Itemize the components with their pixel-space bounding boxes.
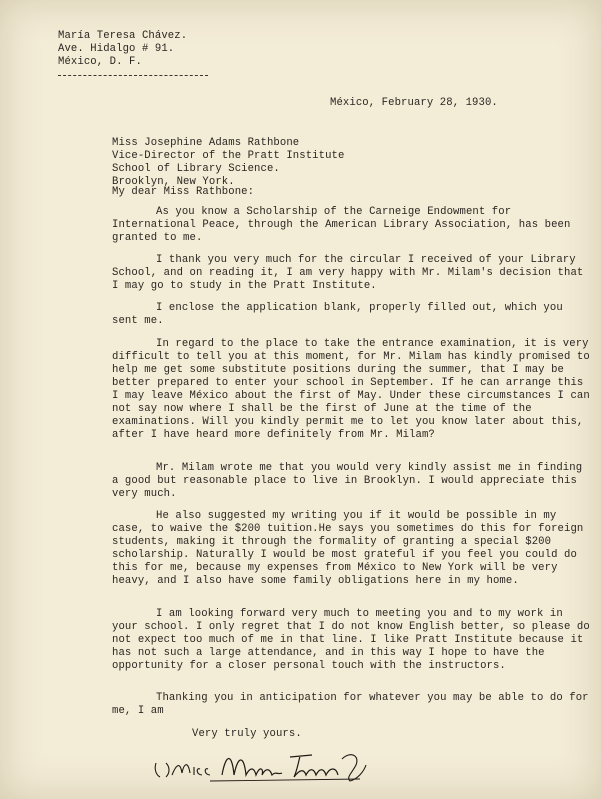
recipient-name: Miss Josephine Adams Rathbone [112,137,300,149]
sender-address [58,30,187,69]
sender-name: María Teresa Chávez. [58,30,188,42]
paragraph-tuition: He also suggested my writing you if it would be possible in my case, to waive the $200 tuition.He says you sometimes do this for foreign students, making it through the formality of granting a special $200 scholarship. Naturally I would be most grateful if you feel you could do this for me, because my expenses from México to New York will be very heavy, and I also have some family obligations here in my home. [112,510,584,587]
paragraph-looking-forward: I am looking forward very much to meeting you and to my work in your school. I only regret that I do not know English better, so please do not expect too much of me in that line. I like Pratt Institute because it has not such a large attendance, and in this way I hope to have the opportunity for a closer personal touch with the instructors. [112,608,590,672]
recipient-address [112,137,344,189]
closing: Very truly yours. [192,728,302,740]
paragraph-thanks: I thank you very much for the circular I received of your Library School, and on reading it, I am very happy with Mr. Milam's decision that I may go to study in the Pratt Institute. [112,254,584,292]
sender-city: México, D. F. [58,56,142,68]
paragraph-thanking: Thanking you in anticipation for whatever you may be able to do for me, I am [112,692,589,717]
paragraph-housing: Mr. Milam wrote me that you would very kindly assist me in finding a good but reasonable place to live in Brooklyn. I would appreciate this very much. [112,462,583,500]
letter-date: México, February 28, 1930. [330,97,498,109]
recipient-school: School of Library Science. [112,163,280,175]
salutation: My dear Miss Rathbone: [112,186,255,198]
paragraph-scholarship: As you know a Scholarship of the Carneige Endowment for International Peace, through the American Library Association, has been granted to me. [112,206,571,244]
sender-divider [58,75,208,76]
sender-street: Ave. Hidalgo # 91. [58,43,175,55]
recipient-title: Vice-Director of the Pratt Institute [112,150,345,162]
handwritten-signature [150,745,370,785]
paragraph-examination: In regard to the place to take the entrance examination, it is very difficult to tell you at this moment, for Mr. Milam has kindly promised to help me get some substitute positions during the summer, that I may be better prepared to enter your school in September. If he can arrange this I may leave México about the first of May. Under these circumstances I can not say now where I shall be the first of June at the time of the examinations. Will you kindly permit me to let you know later about this, after I have heard more definitely from Mr. Milam? [112,338,590,441]
recipient-city: Brooklyn, New York. [112,176,235,188]
paragraph-application: I enclose the application blank, properly filled out, which you sent me. [112,302,563,327]
